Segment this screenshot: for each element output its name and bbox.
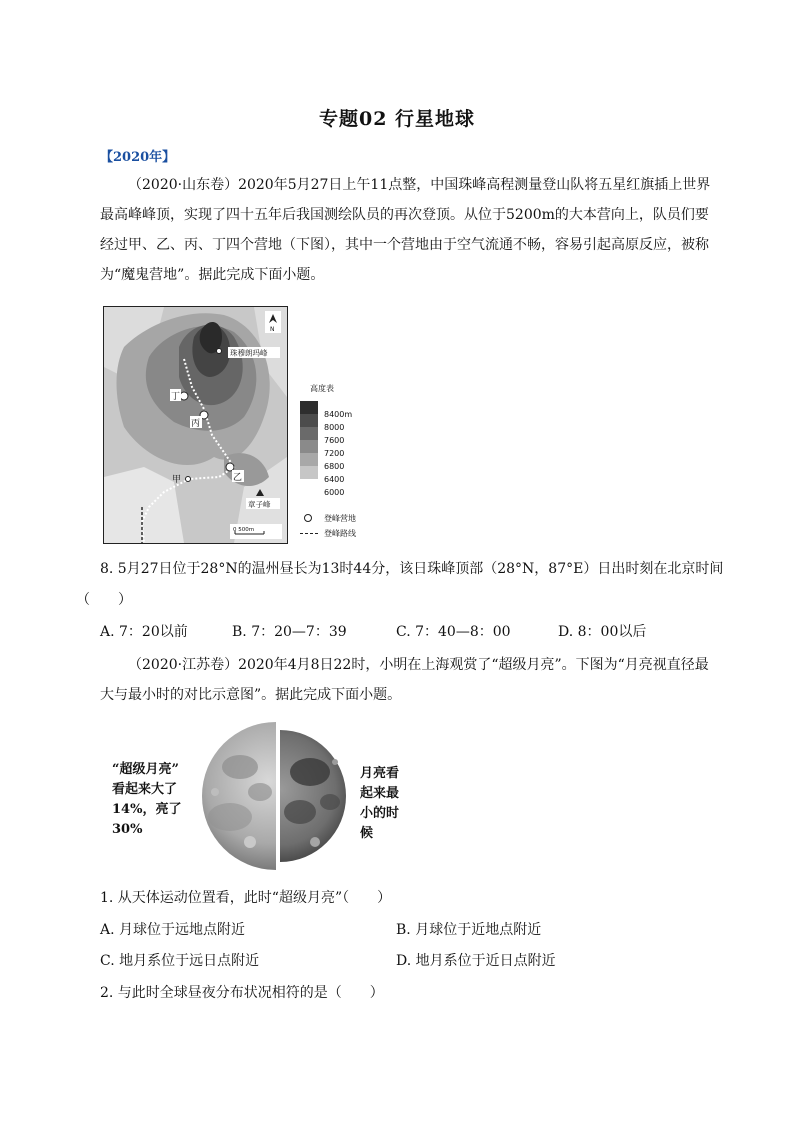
- legend-level: 6800: [324, 462, 345, 471]
- question-intro-jiangsu: （2020·江苏卷）2020年4月8日22时，小明在上海观赏了“超级月亮”。下图为“月亮视直径最大与最小时的对比示意图”。据此完成下面小题。: [100, 657, 709, 703]
- year-tag: 【2020年】: [100, 150, 176, 165]
- north-label: N: [270, 326, 275, 333]
- small-moon-label-line: 候: [360, 826, 374, 841]
- legend-level: 6000: [324, 488, 345, 497]
- legend-title: 高度表: [310, 384, 334, 393]
- legend-level: 8000: [324, 423, 345, 432]
- route-legend-label: 登峰路线: [324, 529, 356, 538]
- legend-swatch: [300, 453, 318, 466]
- zhangzi-peak-label: 章子峰: [248, 500, 271, 509]
- question-2-text: 2. 与此时全球昼夜分布状况相符的是（ ）: [100, 985, 384, 1001]
- question-8-text: 8. 5月27日位于28°N的温州昼长为13时44分，该日珠峰顶部（28°N，87°E）日出时刻在北京时间: [100, 561, 724, 577]
- legend-swatch: [300, 401, 318, 414]
- scale-label: 0 500m: [233, 527, 255, 533]
- q8-option-a: A. 7：20以前: [100, 624, 188, 640]
- q8-option-d: D. 8：00以后: [558, 624, 647, 640]
- small-moon-label-line: 小的时: [360, 806, 400, 821]
- q8-option-b: B. 7：20—7：39: [232, 624, 347, 640]
- q1-option-b: B. 月球位于近地点附近: [396, 922, 542, 938]
- super-moon-label: [112, 760, 192, 840]
- question-intro-shandong: （2020·山东卷）2020年5月27日上午11点整，中国珠峰高程测量登山队将五星红旗插上世界最高峰峰顶，实现了四十五年后我国测绘队员的再次登顶。从位于5200m的大本营向上，队员们要经过甲、乙、丙、丁四个营地（下图），其中一个营地由于空气流通不畅，容易引起高原反应，被称为“魔鬼营地”。据此完成下面小题。: [100, 177, 711, 283]
- legend-swatches: [300, 401, 318, 479]
- q8-option-c: C. 7：40—8：00: [396, 624, 511, 640]
- super-moon-label-line: 看起来大了: [112, 782, 178, 797]
- legend-level: 7600: [324, 436, 345, 445]
- route-legend-icon: [300, 533, 318, 534]
- q1-option-d: D. 地月系位于近日点附近: [396, 953, 556, 969]
- camp-bing-label: 丙: [191, 419, 201, 429]
- camp-yi-label: 乙: [233, 473, 243, 483]
- small-moon-label-line: 月亮看: [360, 766, 400, 781]
- legend-swatch: [300, 427, 318, 440]
- map-graphic: [104, 307, 287, 543]
- legend-level: 6400: [324, 475, 345, 484]
- small-moon-label: [360, 764, 410, 844]
- peak-label: 珠穆朗玛峰: [230, 348, 268, 358]
- camp-legend-label: 登峰营地: [324, 514, 356, 523]
- camp-legend-icon: [304, 514, 312, 522]
- legend-swatch: [300, 440, 318, 453]
- page-title: 专题02 行星地球: [318, 108, 476, 130]
- super-moon-label-line: “超级月亮”: [112, 762, 179, 777]
- small-moon-label-line: 起来最: [360, 786, 400, 801]
- everest-topographic-map: [103, 306, 288, 544]
- legend-swatch: [300, 466, 318, 479]
- legend-levels: [324, 408, 352, 499]
- moon-comparison-image: [190, 722, 366, 870]
- q1-option-c: C. 地月系位于远日点附近: [100, 953, 260, 969]
- question-8-paren: （ ）: [76, 592, 132, 608]
- legend-swatch: [300, 414, 318, 427]
- q1-option-a: A. 月球位于远地点附近: [100, 922, 246, 938]
- super-moon-label-line: 14%，亮了: [112, 802, 182, 817]
- legend-level: 8400m: [324, 410, 353, 419]
- camp-jia-label: 甲: [172, 475, 182, 485]
- question-1-text: 1. 从天体运动位置看，此时“超级月亮”（ ）: [100, 890, 392, 906]
- legend-level: 7200: [324, 449, 345, 458]
- camp-ding-label: 丁: [171, 392, 181, 402]
- super-moon-label-line: 30%: [112, 822, 143, 837]
